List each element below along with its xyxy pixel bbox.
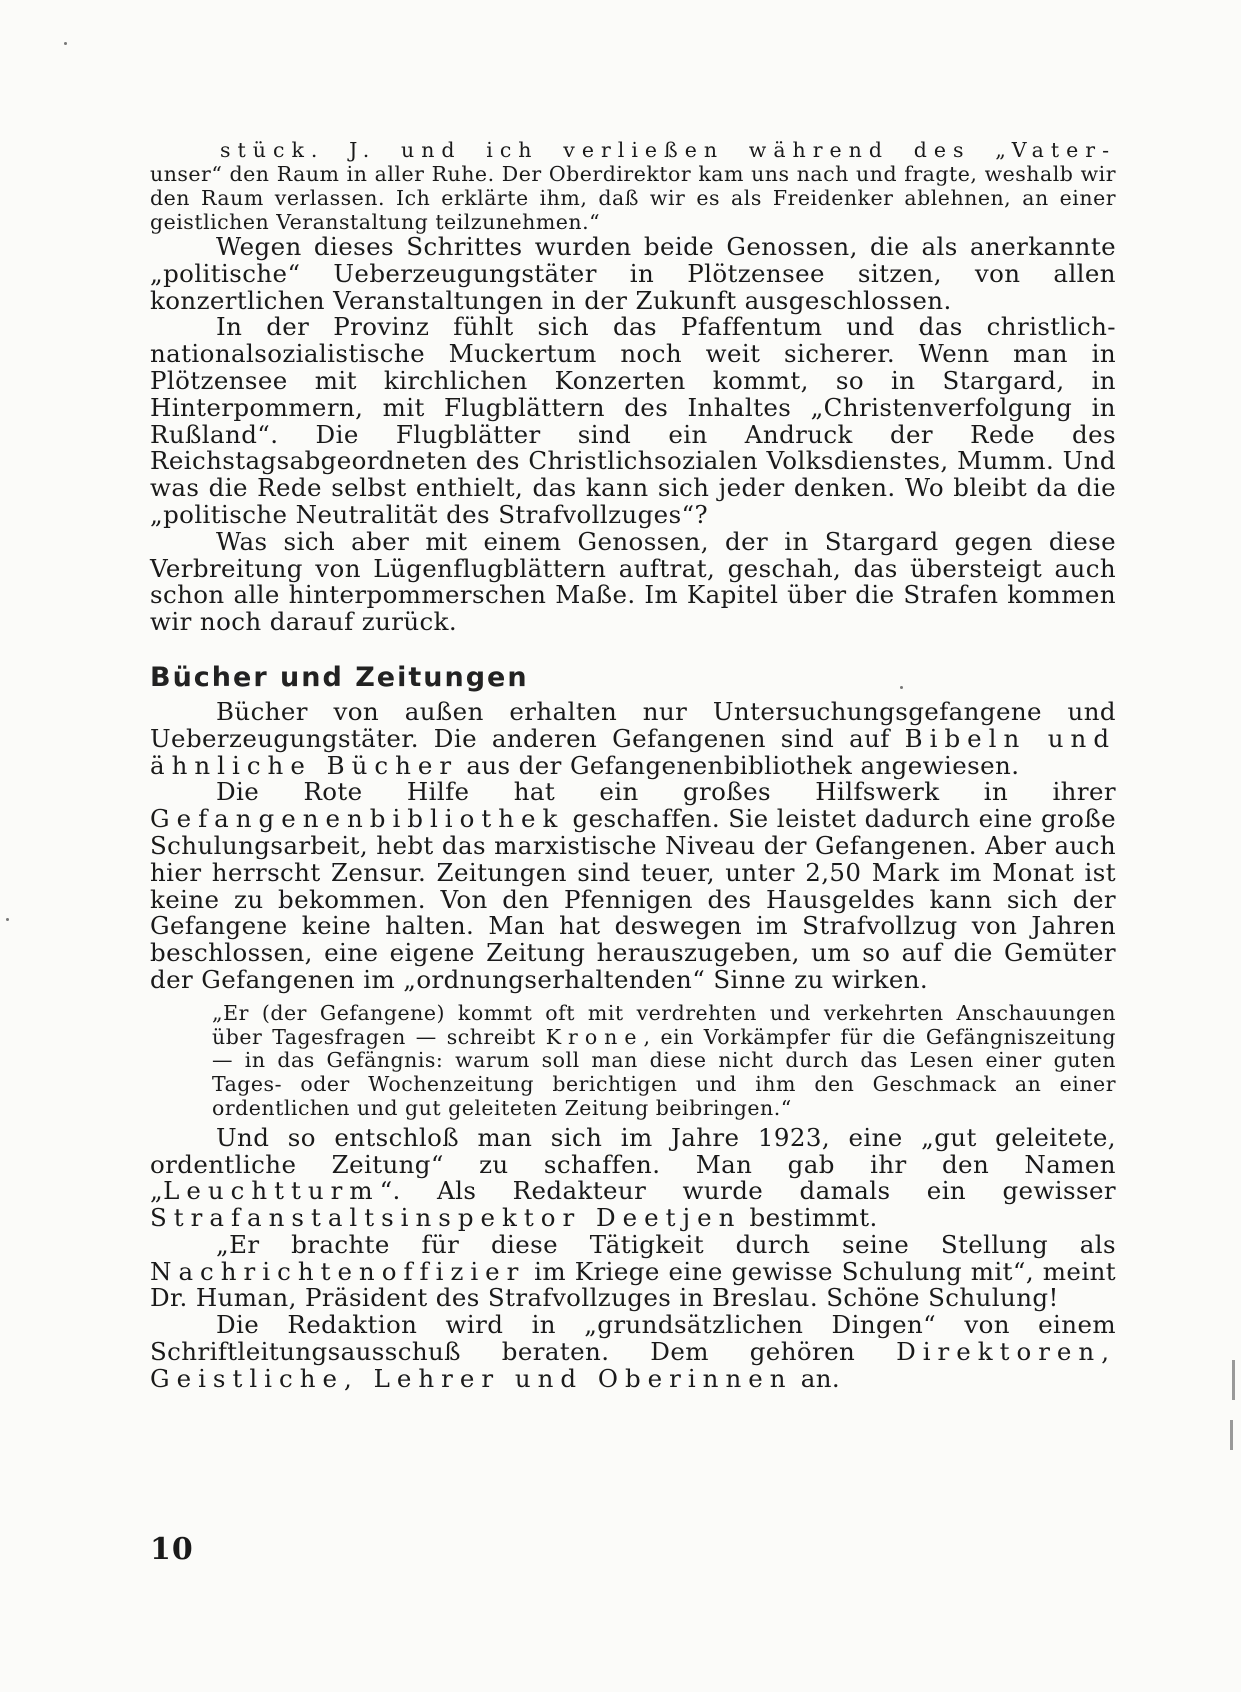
paragraph-3: In der Provinz fühlt sich das Pfaffentum und das christlich-nationalsozialistische Muckertum noch weit sicherer. Wenn man in Plötzensee mit kirchlichen Konzerten kommt, so in Stargard, in Hinterpommern, mit Flugblättern des Inhaltes „Christenverfolgung in Rußland“. Die Flugblätter sind ein Andruck der Rede des Reichstagsabgeordneten des Christlichsozialen Volksdienstes, Mumm. Und was die Rede selbst enthielt, das kann sich jeder denken. Wo bleibt da die „politische Neutralität des Strafvollzuges“? [150, 312, 1116, 529]
p7-text-b: “. Als Redakteur wurde damals ein gewisser [379, 1176, 1116, 1206]
paragraph-6 [150, 779, 1116, 993]
p7-spaced-1: Leuchtturm [163, 1176, 380, 1206]
p8-text-b: im Kriege eine gewisse Schulung mit“, meint Dr. Human, Präsident des Strafvollzuges in Breslau. Schöne Schulung! [150, 1256, 1116, 1313]
scan-speck [64, 42, 67, 45]
scan-speck [900, 686, 903, 689]
p5-text-b: aus der Gefangenenbibliothek angewiesen. [458, 750, 1020, 780]
quote-text-b: , ein Vorkämpfer für die Gefängniszeitung — in das Gefängnis: warum soll man diese nicht durch das Lesen einer guten Tages- oder Wochenzeitung berichtigen und ihm den Geschmack an einer ordentlichen und gut geleiteten Zeitung beibringen.“ [212, 1024, 1116, 1120]
paragraph-1-rest: unser“ den Raum in aller Ruhe. Der Oberdirektor kam uns nach und fragte, weshalb wir den Raum verlassen. Ich erklärte ihm, daß wir es als Freidenker ablehnen, an einer geistlichen Veranstaltung teilzunehmen.“ [150, 162, 1116, 234]
scan-speck [6, 918, 9, 921]
p6-spaced: Gefangenenbibliothek [150, 804, 565, 834]
p5-spaced: Bibeln und ähnliche Bücher [150, 723, 1116, 780]
paragraph-5 [150, 696, 1116, 780]
p6-text-b: geschaffen. Sie leistet dadurch eine große Schulungsarbeit, hebt das marxistische Niveau der Gefangenen. Aber auch hier herrscht Zensur. Zeitungen sind teuer, unter 2,50 Mark im Monat ist keine zu bekommen. Von den Pfennigen des Hausgeldes kann sich der Gefangene keine halten. Man hat deswegen im Strafvollzug von Jahren beschlossen, eine eigene Zeitung herauszugeben, um so auf die Gemüter der Gefangenen im „ordnungserhaltenden“ Sinne zu wirken. [150, 804, 1117, 994]
p6-text-a: Die Rote Hilfe hat ein großes Hilfswerk in ihrer [216, 777, 1116, 807]
quote-text-a: „Er (der Gefangene) kommt oft mit verdrehten und verkehrten Anschauungen über Tagesfragen — schreibt [212, 1000, 1116, 1049]
scan-edge-mark [1232, 1360, 1235, 1400]
paragraph-quote-continuation [150, 138, 1116, 234]
paragraph-4: Was sich aber mit einem Genossen, der in Stargard gegen diese Verbreitung von Lügenflugblättern auftrat, geschah, das übersteigt auch schon alle hinterpommerschen Maße. Im Kapitel über die Strafen kommen wir noch darauf zurück. [150, 526, 1116, 637]
p5-text-a: Bücher von außen erhalten nur Untersuchungsgefangene und Ueberzeugungstäter. Die anderen Gefangenen sind auf [150, 696, 1116, 753]
page-body [150, 138, 1116, 1393]
p7-text-c: bestimmt. [741, 1203, 878, 1233]
scan-edge-mark [1230, 1420, 1233, 1450]
p9-spaced: Direktoren, Geistliche, Lehrer und Oberinnen [150, 1337, 1116, 1393]
p9-text-a: Die Redaktion wird in „grundsätzlichen Dingen“ von einem Schriftleitungsausschuß beraten. Dem gehören [150, 1310, 1116, 1367]
intro-line: stück. J. und ich verließen während des „Vater- [220, 138, 1116, 162]
paragraph-7 [150, 1122, 1116, 1233]
paragraph-9 [150, 1312, 1116, 1392]
block-quote [212, 1002, 1116, 1121]
paragraph-2: Wegen dieses Schrittes wurden beide Genossen, die als anerkannte „politische“ Ueberzeugungstäter in Plötzensee sitzen, von allen konzertlichen Veranstaltungen in der Zukunft ausgeschlossen. [150, 232, 1116, 315]
p8-spaced: Nachrichtenoffizier [150, 1256, 526, 1286]
section-heading: Bücher und Zeitungen [150, 661, 529, 693]
page-number: 10 [150, 1532, 194, 1567]
paragraph-8 [150, 1229, 1116, 1313]
quote-spaced: Krone [545, 1024, 644, 1049]
p8-text-a: „Er brachte für diese Tätigkeit durch seine Stellung als [216, 1229, 1116, 1259]
p7-text-a: Und so entschloß man sich im Jahre 1923, eine „gut geleitete, ordentliche Zeitung“ zu schaffen. Man gab ihr den Namen „ [150, 1122, 1116, 1206]
p9-text-b: an. [792, 1363, 841, 1393]
p7-spaced-2: Strafanstaltsinspektor Deetjen [150, 1203, 742, 1233]
